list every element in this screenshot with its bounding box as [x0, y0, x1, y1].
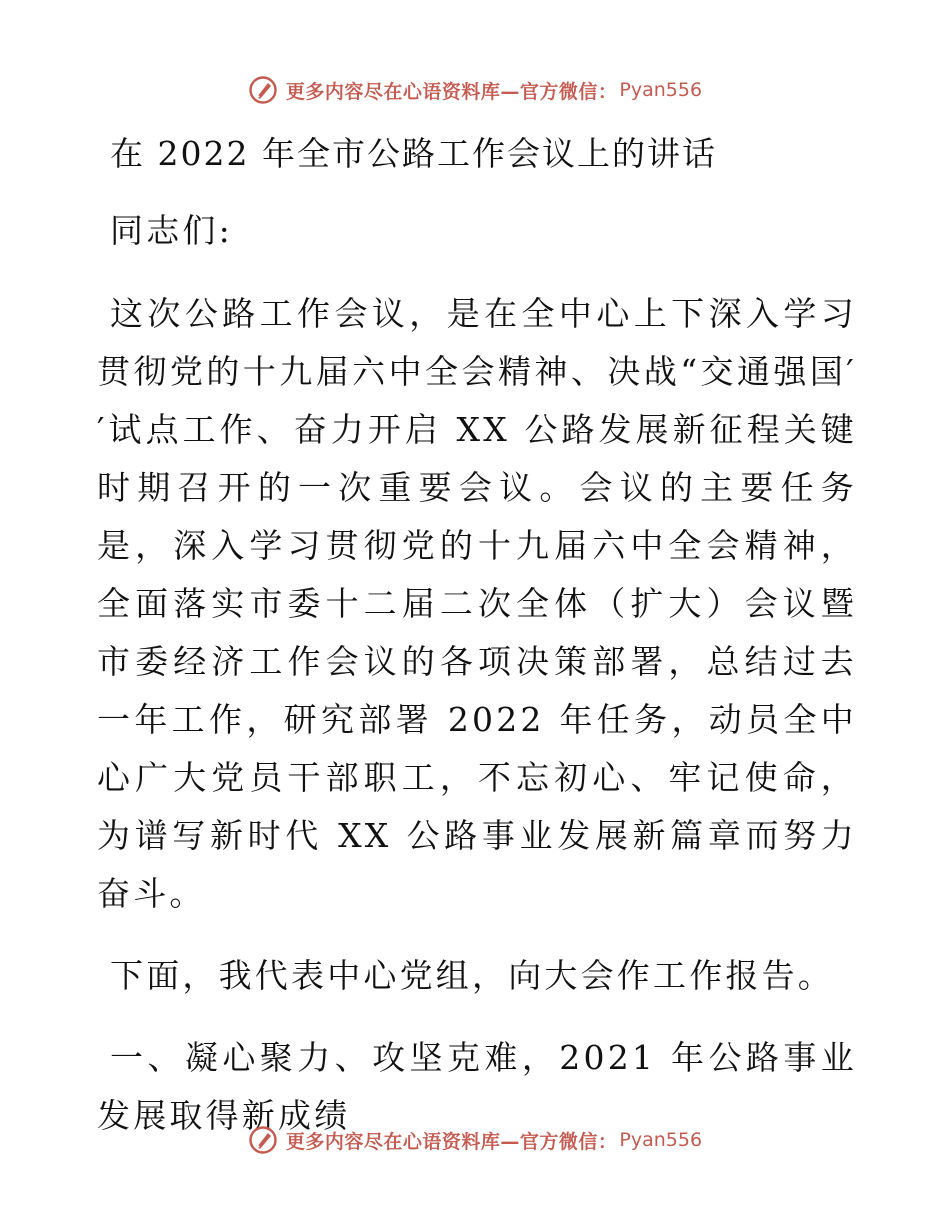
banner-contact: Pyan556 [619, 79, 703, 101]
banner-contact: Pyan556 [619, 1129, 703, 1151]
document-title: 在 2022 年全市公路工作会议上的讲话 [110, 134, 717, 173]
banner-text: 更多内容尽在心语资料库—官方微信： [285, 1130, 618, 1153]
banner-text: 更多内容尽在心语资料库—官方微信： [285, 80, 618, 103]
header-banner [0, 70, 950, 110]
document-body [97, 118, 857, 1145]
footer-banner [0, 1120, 950, 1160]
paragraph-2: 下面，我代表中心党组，向大会作工作报告。 [110, 956, 834, 995]
salutation: 同志们: [110, 211, 233, 250]
paragraph-1: 这次公路工作会议，是在全中心上下深入学习贯彻党的十九届六中全会精神、决战“交通强国′′试点工作、奋力开启 XX 公路发展新征程关键时期召开的一次重要会议。会议的主要任务是，深入学习贯彻党的十九届六中全会精神，全面落实市委十二届二次全体（扩大）会议暨市委经济工作会议的各项决策部署，总结过去一年工作，研究部署 2022 年任务，动员全中心广大党员干部职工，不忘初心、牢记使命，为谱写新时代 XX 公路事业发展新篇章而努力奋斗。 [97, 294, 857, 913]
quill-pen-logo-icon [248, 75, 278, 105]
section-heading-1: 一、凝心聚力、攻坚克难，2021 年公路事业发展取得新成绩 [97, 1038, 857, 1135]
quill-pen-logo-icon [248, 1125, 278, 1155]
